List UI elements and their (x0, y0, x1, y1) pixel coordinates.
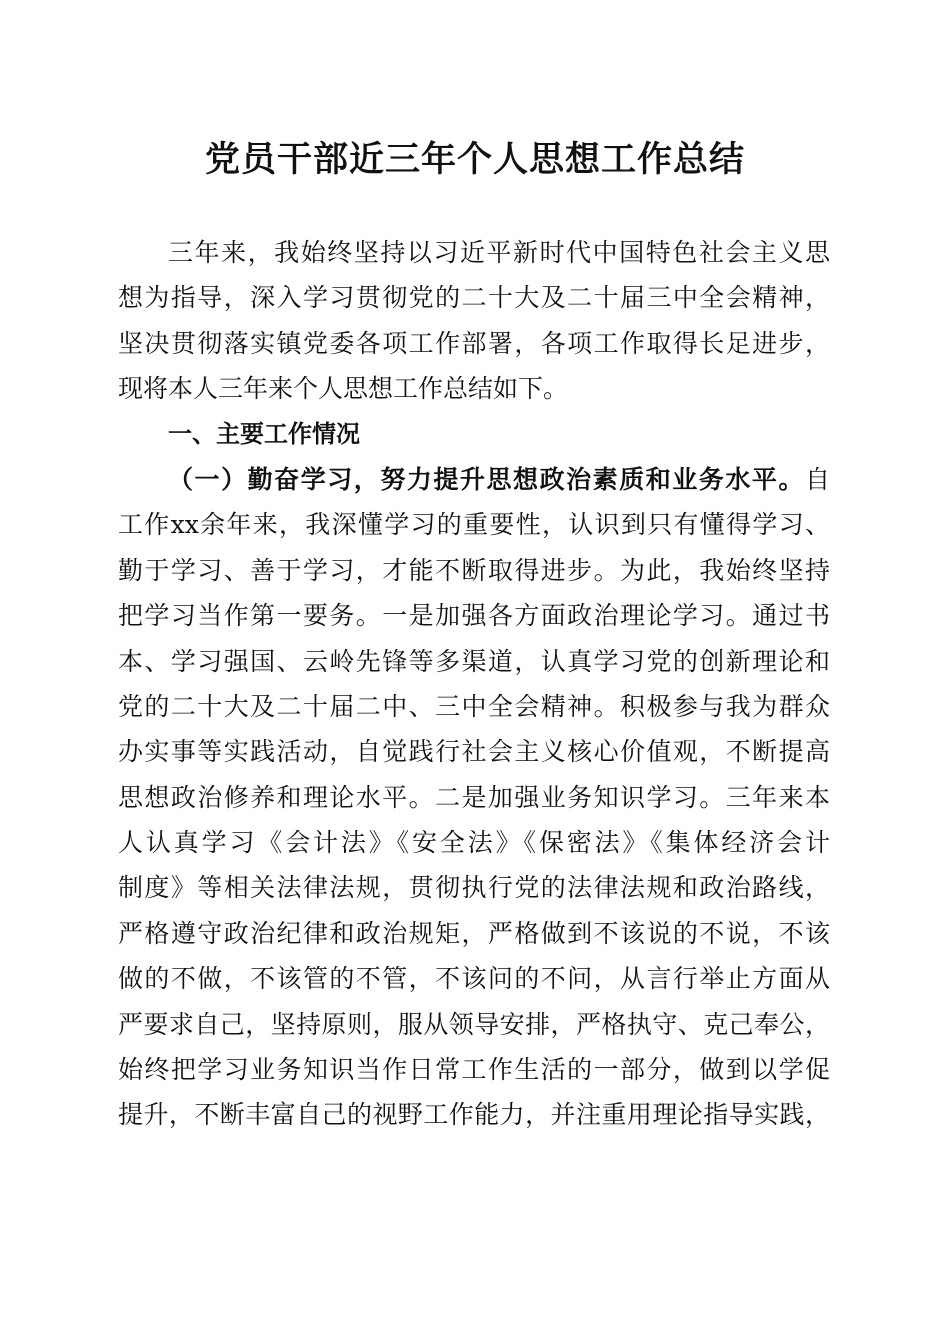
paragraph-line: 制度》等相关法律法规，贯彻执行党的法律法规和政治路线， (118, 873, 830, 903)
paragraph-line: 始终把学习业务知识当作日常工作生活的一部分，做到以学促 (118, 1055, 830, 1085)
intro-line: 现将本人三年来个人思想工作总结如下。 (118, 374, 569, 404)
section-heading: 一、主要工作情况 (168, 419, 360, 448)
paragraph-line: 工作xx余年来，我深懂学习的重要性，认识到只有懂得学习、 (118, 510, 830, 540)
paragraph-line: 人认真学习《会计法》《安全法》《保密法》《集体经济会计 (118, 828, 830, 858)
intro-line: 想为指导，深入学习贯彻党的二十大及二十届三中全会精神， (118, 283, 830, 313)
subsection-first-line (118, 457, 830, 502)
paragraph-line: 严要求自己，坚持原则，服从领导安排，严格执守、克己奉公， (118, 1009, 830, 1039)
paragraph-line: 把学习当作第一要务。一是加强各方面政治理论学习。通过书 (118, 601, 830, 631)
document-title: 党员干部近三年个人思想工作总结 (204, 139, 745, 180)
paragraph-line: 提升，不断丰富自己的视野工作能力，并注重用理论指导实践， (118, 1100, 830, 1130)
intro-line: 坚决贯彻落实镇党委各项工作部署，各项工作取得长足进步， (118, 328, 830, 358)
paragraph-line: 严格遵守政治纪律和政治规矩，严格做到不该说的不说，不该 (118, 918, 830, 948)
paragraph-line: 办实事等实践活动，自觉践行社会主义核心价值观，不断提高 (118, 737, 830, 767)
intro-line: 三年来，我始终坚持以习近平新时代中国特色社会主义思 (168, 238, 830, 267)
paragraph-line: 本、学习强国、云岭先锋等多渠道，认真学习党的创新理论和 (118, 646, 830, 676)
subsection-heading: （一）勤奋学习，努力提升思想政治素质和业务水平。 (168, 464, 805, 494)
paragraph-text: 自 (804, 464, 830, 494)
paragraph-line: 勤于学习、善于学习，才能不断取得进步。为此，我始终坚持 (118, 555, 830, 585)
paragraph-line: 思想政治修养和理论水平。二是加强业务知识学习。三年来本 (118, 782, 830, 812)
document-body (118, 230, 830, 1138)
paragraph-line: 党的二十大及二十届二中、三中全会精神。积极参与我为群众 (118, 691, 830, 721)
paragraph-line: 做的不做，不该管的不管，不该问的不问，从言行举止方面从 (118, 964, 830, 994)
